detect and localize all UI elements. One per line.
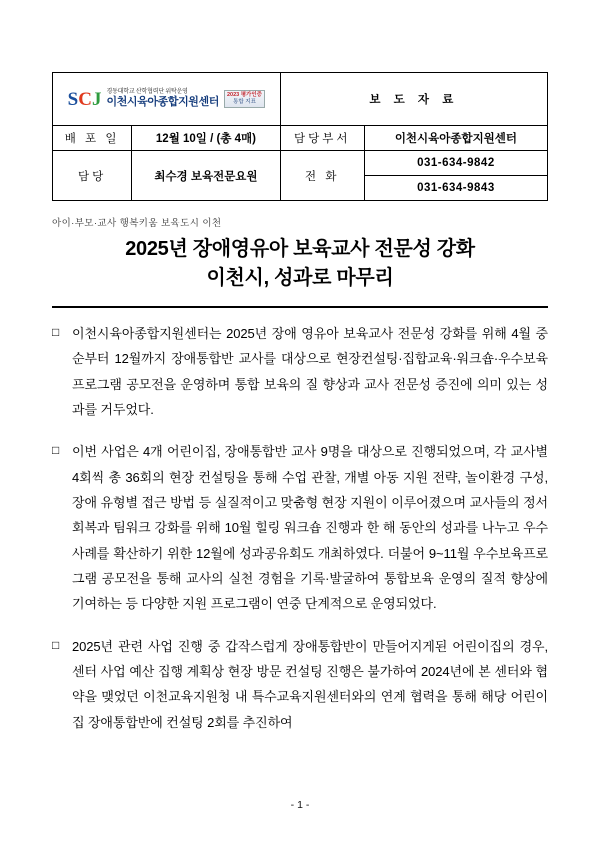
contact-person-label: 담당 [53, 151, 132, 201]
accreditation-badge [224, 90, 265, 108]
bullet-marker-icon: □ [52, 443, 60, 458]
bullet-marker-icon: □ [52, 325, 60, 339]
document-title: 보 도 자 료 [280, 73, 547, 126]
distribution-date-value: 12월 10일 / (총 4매) [132, 126, 281, 151]
kicker-slogan: 아이·부모·교사 행복키움 보육도시 이천 [52, 218, 222, 229]
phone-value-2: 031-634-9843 [364, 176, 547, 201]
department-value: 이천시육아종합지원센터 [364, 126, 547, 151]
paragraph-2-text: 이번 사업은 4개 어린이집, 장애통합반 교사 9명을 대상으로 진행되었으며, 각 교사별 4회씩 총 36회의 현장 컨설팅을 통해 수업 관찰, 개별 아동 지원 전략, 놀이환경 구성, 장애 유형별 접근 방법 등 실질적이고 맞춤형 현장 지원이 이루어졌으며 교사들의 정서 회복과 팀워크 강화를 위해 10월 힐링 워크숍 진행과 한 해 동안의 성과를 나누고 우수사례를 확산하기 위한 12월에 성과공유회도 개최하였다. 더불어 9~11월 우수보육프로그램 공모전을 통해 교사의 실천 경험을 기록·발굴하여 통합보육 운영의 질적 향상에 기여하는 등 다양한 지원 프로그램이 연중 단계적으로 운영되었다. [72, 444, 548, 612]
paragraph-1 [52, 321, 548, 422]
press-release-header-table [52, 72, 548, 201]
paragraph-3-text: 2025년 관련 사업 진행 중 갑작스럽게 장애통합반이 만들어지게된 어린이집의 경우, 센터 사업 예산 집행 계획상 현장 방문 컨설팅 진행은 불가하여 2024년에 본 센터와 협약을 맺었던 이천교육지원청 내 특수교육지원센터와의 연계 협력을 통해 해당 어린이집 장애통합반에 컨설팅 2회를 추진하여 [72, 638, 548, 730]
phone-label: 전 화 [280, 151, 364, 201]
paragraph-3 [52, 634, 548, 735]
organization-logo-cell [53, 73, 281, 126]
contact-person-value: 최수경 보육전문요원 [132, 151, 281, 201]
header-title-row [53, 73, 548, 126]
department-label: 담당부서 [280, 126, 364, 151]
bullet-marker-icon: □ [52, 637, 60, 652]
horizontal-divider [52, 306, 548, 308]
badge-line-1: 2023 평가인증 [226, 92, 263, 99]
header-row-distribution [53, 126, 548, 151]
body-content [52, 321, 548, 735]
sc-logo-icon: S C J [67, 88, 102, 110]
distribution-date-label: 배 포 일 [53, 126, 132, 151]
page-title [52, 235, 548, 293]
paragraph-2 [52, 439, 548, 616]
logo-main-line: 이천시육아종합지원센터 [106, 96, 219, 109]
header-row-contact-1 [53, 151, 548, 176]
phone-value-1: 031-634-9842 [364, 151, 547, 176]
badge-line-2: 통합 지표 [233, 99, 256, 105]
logo-top-line: 경동대학교 산학협력단 위탁운영 [106, 89, 188, 96]
headline-line-2: 이천시, 성과로 마무리 [206, 267, 394, 289]
headline-line-1: 2025년 장애영유아 보육교사 전문성 강화 [125, 238, 475, 260]
page-number: - 1 - [290, 799, 310, 811]
paragraph-1-text: 이천시육아종합지원센터는 2025년 장애 영유아 보육교사 전문성 강화를 위해 4월 중순부터 12월까지 장애통합반 교사를 대상으로 현장컨설팅·집합교육·워크숍·우수보육프로그램 공모전을 운영하며 통합 보육의 질 향상과 교사 전문성 증진에 의미 있는 성과를 거두었다. [72, 326, 548, 418]
